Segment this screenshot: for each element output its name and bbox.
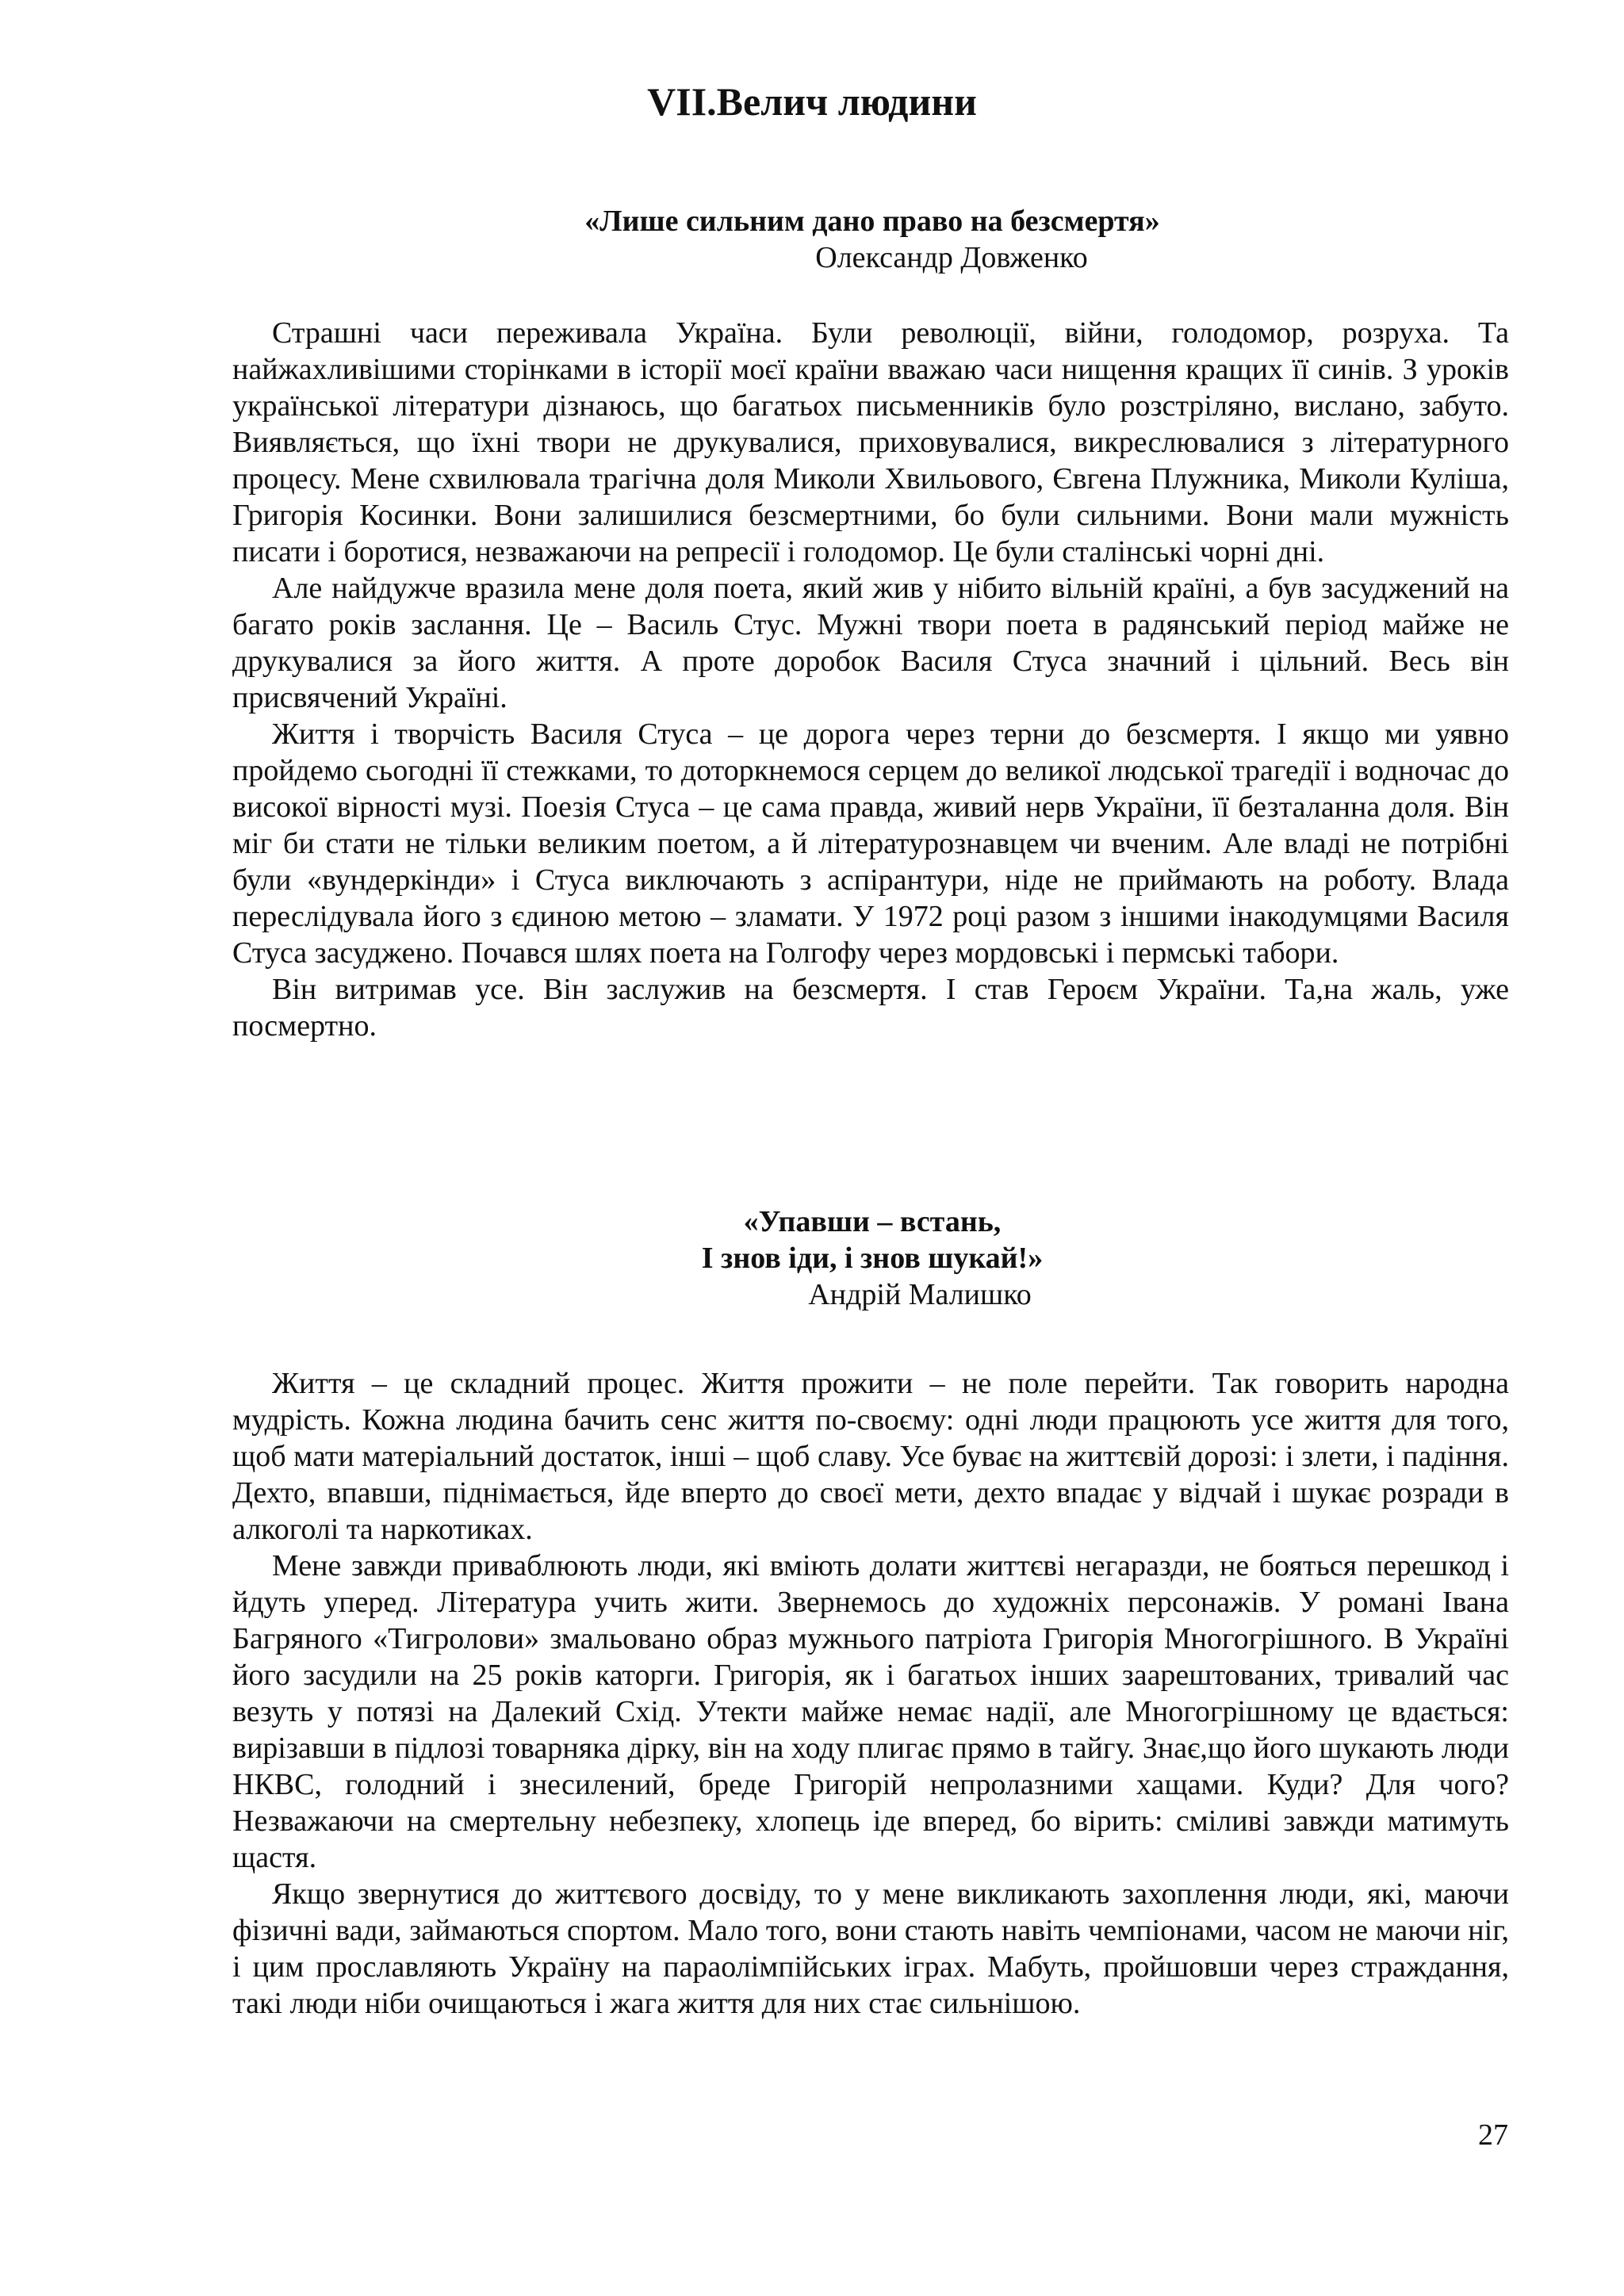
paragraph: Страшні часи переживала Україна. Були революції, війни, голодомор, розруха. Та найжахливішими сторінками в історії моєї країни вважаю часи нищення кращих її синів. З уроків української літератури дізнаюсь, що багатьох письменників було розстріляно, вислано, забуто. Виявляється, що їхні твори не друкувалися, приховувалися, викреслювалися з літературного процесу. Мене схвилювала трагічна доля Миколи Хвильового, Євгена Плужника, Миколи Куліша, Григорія Косинки. Вони залишилися безсмертними, бо були сильними. Вони мали мужність писати і боротися, незважаючи на репресії і голодомор. Це були сталінські чорні дні. <box>232 316 1509 568</box>
essay-section-1 <box>232 315 1509 1044</box>
paragraph: Життя і творчість Василя Стуса – це дорога через терни до безсмертя. І якщо ми уявно пройдемо сьогодні її стежками, то доторкнемося серцем до великої людської трагедії і водночас до високої вірності музі. Поезія Стуса – це сама правда, живий нерв України, її безталанна доля. Він міг би стати не тільки великим поетом, а й літературознавцем чи вченим. Але владі не потрібні були «вундеркінди» і Стуса виключають з аспірантури, ніде не приймають на роботу. Влада переслідувала його з єдиною метою – зламати. У 1972 році разом з іншими інакодумцями Василя Стуса засуджено. Почався шлях поета на Голгофу через мордовські і пермські табори. <box>232 718 1509 970</box>
paragraph: Якщо звернутися до життєвого досвіду, то у мене викликають захоплення люди, які, маючи фізичні вади, займаються спортом. Мало того, вони стають навіть чемпіонами, часом не маючи ніг, і цим прославляють Україну на параолімпійських іграх. Мабуть, пройшовши через страждання, такі люди ніби очищаються і жага життя для них стає сильнішою. <box>232 1877 1509 2020</box>
paragraph: Але найдужче вразила мене доля поета, який жив у нібито вільній країні, а був засуджений на багато років заслання. Це – Василь Стус. Мужні твори поета в радянський період майже не друкувалися за його життя. А проте доробок Василя Стуса значний і цільний. Весь він присвячений Україні. <box>232 572 1509 714</box>
paragraph: Життя – це складний процес. Життя прожити – не поле перейти. Так говорить народна мудрість. Кожна людина бачить сенс життя по-своєму: одні люди працюють усе життя для того, щоб мати матеріальний достаток, інші – щоб славу. Усе буває на життєвій дорозі: і злети, і падіння. Дехто, впавши, піднімається, йде вперто до своєї мети, дехто впадає у відчай і шукає розради в алкоголі та наркотиках. <box>232 1367 1509 1546</box>
essay-section-2 <box>232 1365 1509 2022</box>
epigraph-author: Андрій Малишко <box>808 1278 1032 1311</box>
chapter-title: VII.Велич людини <box>647 79 977 124</box>
paragraph: Він витримав усе. Він заслужив на безсмертя. І став Героєм України. Та,на жаль, уже посмертно. <box>232 973 1509 1043</box>
epigraph-quote-line-2: І знов іди, і знов шукай!» <box>701 1242 1044 1275</box>
epigraph-quote-line-1: «Упавши – встань, <box>743 1205 1002 1238</box>
epigraph-malyshko <box>555 1203 1189 1313</box>
page-number: 27 <box>1478 2118 1508 2152</box>
epigraph-dovzhenko <box>555 203 1189 276</box>
epigraph-author: Олександр Довженко <box>815 241 1088 274</box>
epigraph-quote: «Лише сильним дано право на безсмертя» <box>584 205 1160 238</box>
paragraph: Мене завжди приваблюють люди, які вміють долати життєві негаразди, не бояться перешкод і йдуть уперед. Література учить жити. Звернемось до художніх персонажів. У романі Івана Багряного «Тигролови» змальовано образ мужнього патріота Григорія Многогрішного. В Україні його засудили на 25 років каторги. Григорія, як і багатьох інших заарештованих, тривалий час везуть у потязі на Далекий Схід. Утекти майже немає надії, але Многогрішному це вдається: вирізавши в підлозі товарняка дірку, він на ходу плигає прямо в тайгу. Знає,що його шукають люди НКВС, голодний і знесилений, бреде Григорій непролазними хащами. Куди? Для чого? Незважаючи на смертельну небезпеку, хлопець іде вперед, бо вірить: сміливі завжди матимуть щастя. <box>232 1549 1509 1874</box>
